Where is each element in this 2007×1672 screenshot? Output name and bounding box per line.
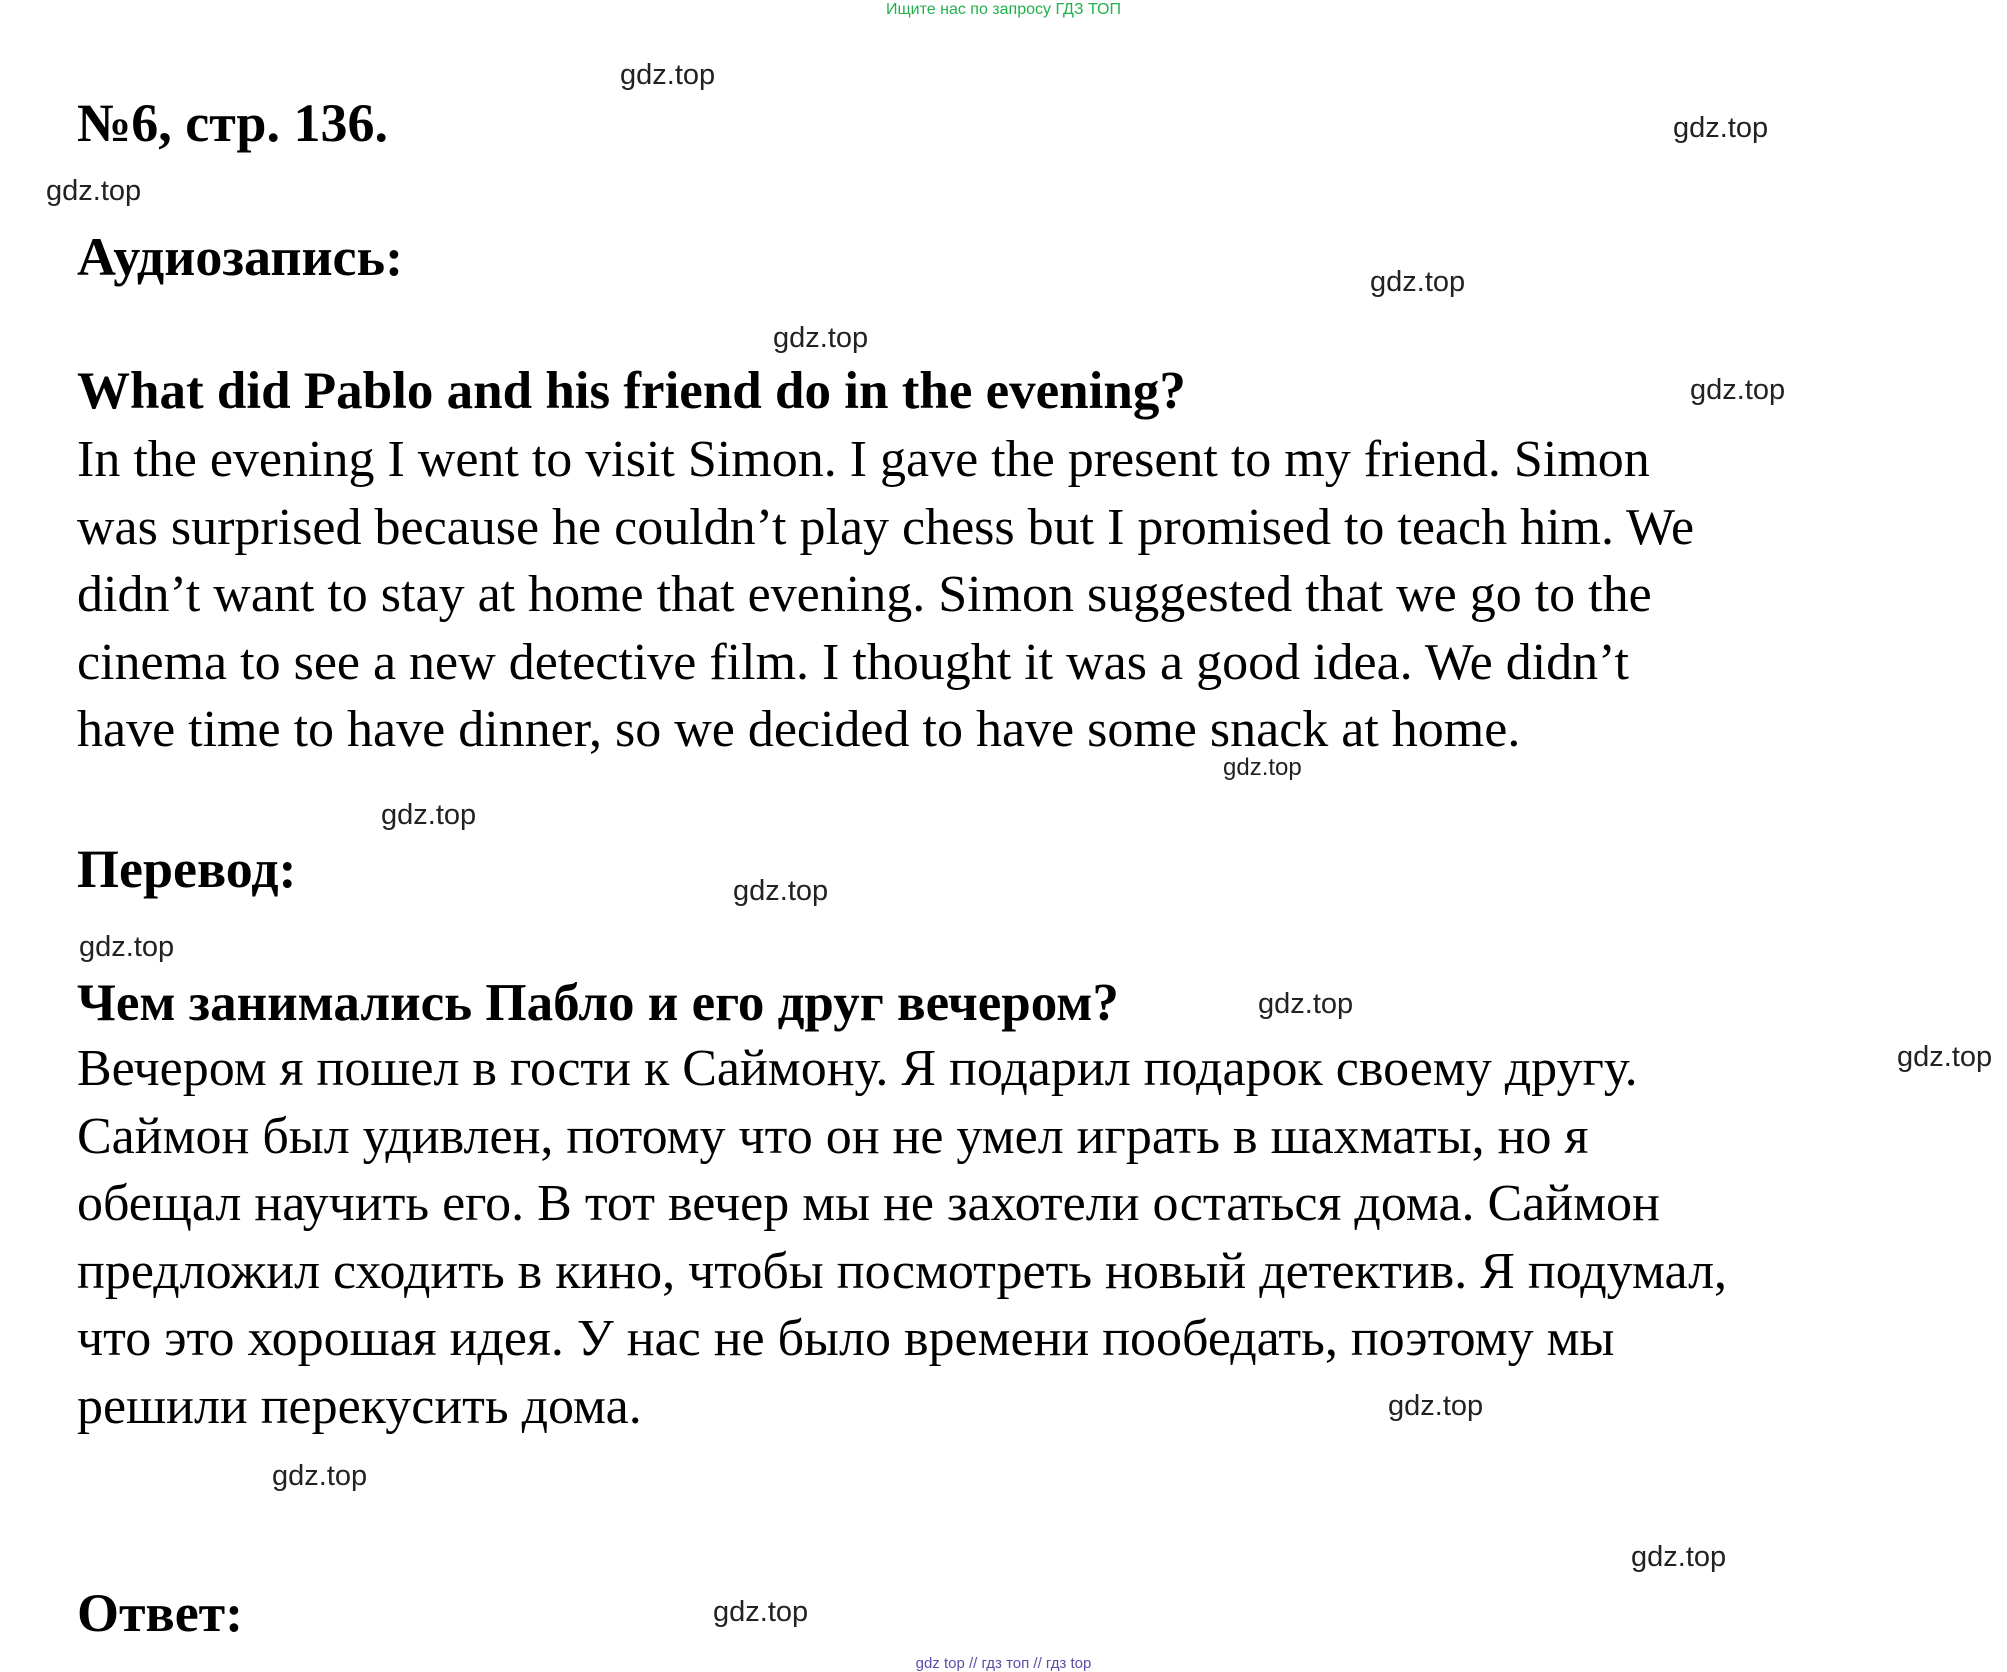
text-line: In the evening I went to visit Simon. I gave the present to my friend. Simon: [77, 431, 1650, 488]
english-question: What did Pablo and his friend do in the evening?: [77, 362, 1186, 420]
russian-question: Чем занимались Пабло и его друг вечером?: [77, 974, 1119, 1032]
watermark: gdz.top: [620, 59, 716, 91]
english-text: [77, 426, 1694, 764]
text-line: что это хорошая идея. У нас не было времени пообедать, поэтому мы: [77, 1310, 1615, 1367]
text-line: have time to have dinner, so we decided to have some snack at home.: [77, 701, 1521, 758]
watermark: gdz.top: [46, 175, 142, 207]
watermark: gdz.top: [1673, 112, 1769, 144]
translation-heading: Перевод:: [77, 839, 297, 899]
watermark: gdz.top: [1370, 266, 1466, 298]
answer-heading: Ответ:: [77, 1583, 244, 1643]
text-line: cinema to see a new detective film. I thought it was a good idea. We didn’t: [77, 633, 1630, 691]
watermark: gdz.top: [1631, 1541, 1727, 1573]
watermark: gdz.top: [381, 799, 477, 831]
top-banner[interactable]: Ищите нас по запросу ГДЗ ТОП: [886, 1, 1121, 18]
watermark: gdz.top: [1897, 1041, 1993, 1073]
footer-banner[interactable]: gdz top // гдз топ // гдз top: [915, 1655, 1092, 1672]
watermark: gdz.top: [1690, 374, 1786, 406]
audio-heading: Аудиозапись:: [77, 227, 404, 287]
watermark: gdz.top: [733, 875, 829, 907]
watermark: gdz.top: [272, 1460, 368, 1492]
watermark: gdz.top: [773, 322, 869, 354]
text-line: was surprised because he couldn’t play chess but I promised to teach him. We: [77, 498, 1695, 556]
watermark: gdz.top: [713, 1596, 809, 1628]
text-line: обещал научить его. В тот вечер мы не захотели остаться дома. Саймон: [77, 1175, 1660, 1232]
page-title: №6, стр. 136.: [77, 93, 388, 153]
text-line: Вечером я пошел в гости к Саймону. Я подарил подарок своему другу.: [77, 1040, 1638, 1097]
text-line: Саймон был удивлен, потому что он не умел играть в шахматы, но я: [77, 1107, 1589, 1165]
watermark: gdz.top: [1223, 754, 1302, 781]
watermark: gdz.top: [79, 931, 175, 963]
watermark: gdz.top: [1388, 1390, 1484, 1422]
text-line: предложил сходить в кино, чтобы посмотреть новый детектив. Я подумал,: [77, 1242, 1728, 1300]
watermark: gdz.top: [1258, 988, 1354, 1020]
russian-text: [77, 1035, 1727, 1440]
text-line: решили перекусить дома.: [77, 1377, 642, 1435]
text-line: didn’t want to stay at home that evening. Simon suggested that we go to the: [77, 566, 1652, 623]
